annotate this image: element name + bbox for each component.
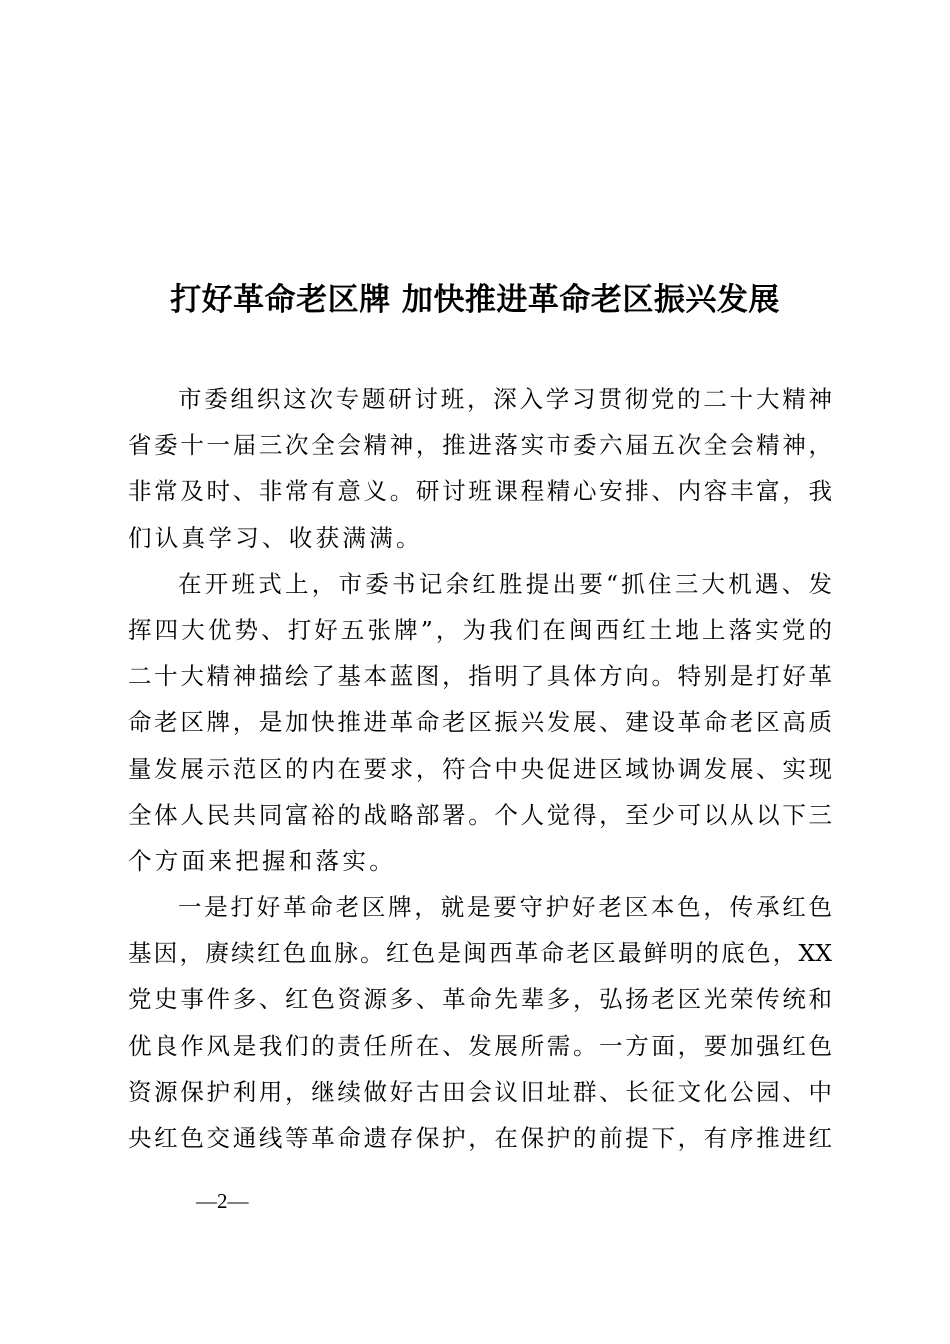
- paragraph-2-line-4: 命老区牌，是加快推进革命老区振兴发展、建设革命老区高质: [128, 708, 832, 737]
- paragraph-3-line-3: 党史事件多、红色资源多、革命先辈多，弘扬老区光荣传统和: [128, 985, 832, 1014]
- paragraph-2-line-3: 二十大精神描绘了基本蓝图，指明了具体方向。特别是打好革: [128, 662, 832, 691]
- document-body: [128, 376, 832, 1161]
- paragraph-3-line-6: 央红色交通线等革命遗存保护，在保护的前提下，有序推进红: [128, 1124, 832, 1152]
- paragraph-3-line-1: 一是打好革命老区牌，就是要守护好老区本色，传承红色: [178, 893, 832, 922]
- paragraph-2-line-7: 个方面来把握和落实。: [128, 846, 396, 875]
- paragraph-3-line-2: 基因，赓续红色血脉。红色是闽西革命老区最鲜明的底色，XX: [128, 939, 832, 968]
- paragraph-2-line-1: 在开班式上，市委书记余红胜提出要“抓住三大机遇、发: [178, 569, 832, 598]
- paragraph-1-line-1: 市委组织这次专题研讨班，深入学习贯彻党的二十大精神: [178, 385, 832, 413]
- paragraph-3-line-4: 优良作风是我们的责任所在、发展所需。一方面，要加强红色: [128, 1031, 832, 1060]
- paragraph-2-line-6: 全体人民共同富裕的战略部署。个人觉得，至少可以从以下三: [128, 800, 832, 829]
- paragraph-3-line-5: 资源保护利用，继续做好古田会议旧址群、长征文化公园、中: [128, 1077, 832, 1106]
- paragraph-1-line-4: 们认真学习、收获满满。: [128, 523, 423, 552]
- paragraph-2-line-5: 量发展示范区的内在要求，符合中央促进区域协调发展、实现: [128, 754, 832, 783]
- paragraph-1-line-3: 非常及时、非常有意义。研讨班课程精心安排、内容丰富，我: [128, 477, 832, 506]
- paragraph-1-line-2: 省委十一届三次全会精神，推进落实市委六届五次全会精神，: [128, 431, 832, 460]
- paragraph-2-line-2: 挥四大优势、打好五张牌”，为我们在闽西红土地上落实党的: [128, 615, 832, 644]
- page-number: —2—: [196, 1189, 249, 1213]
- document-title: 打好革命老区牌 加快推进革命老区振兴发展: [170, 282, 780, 318]
